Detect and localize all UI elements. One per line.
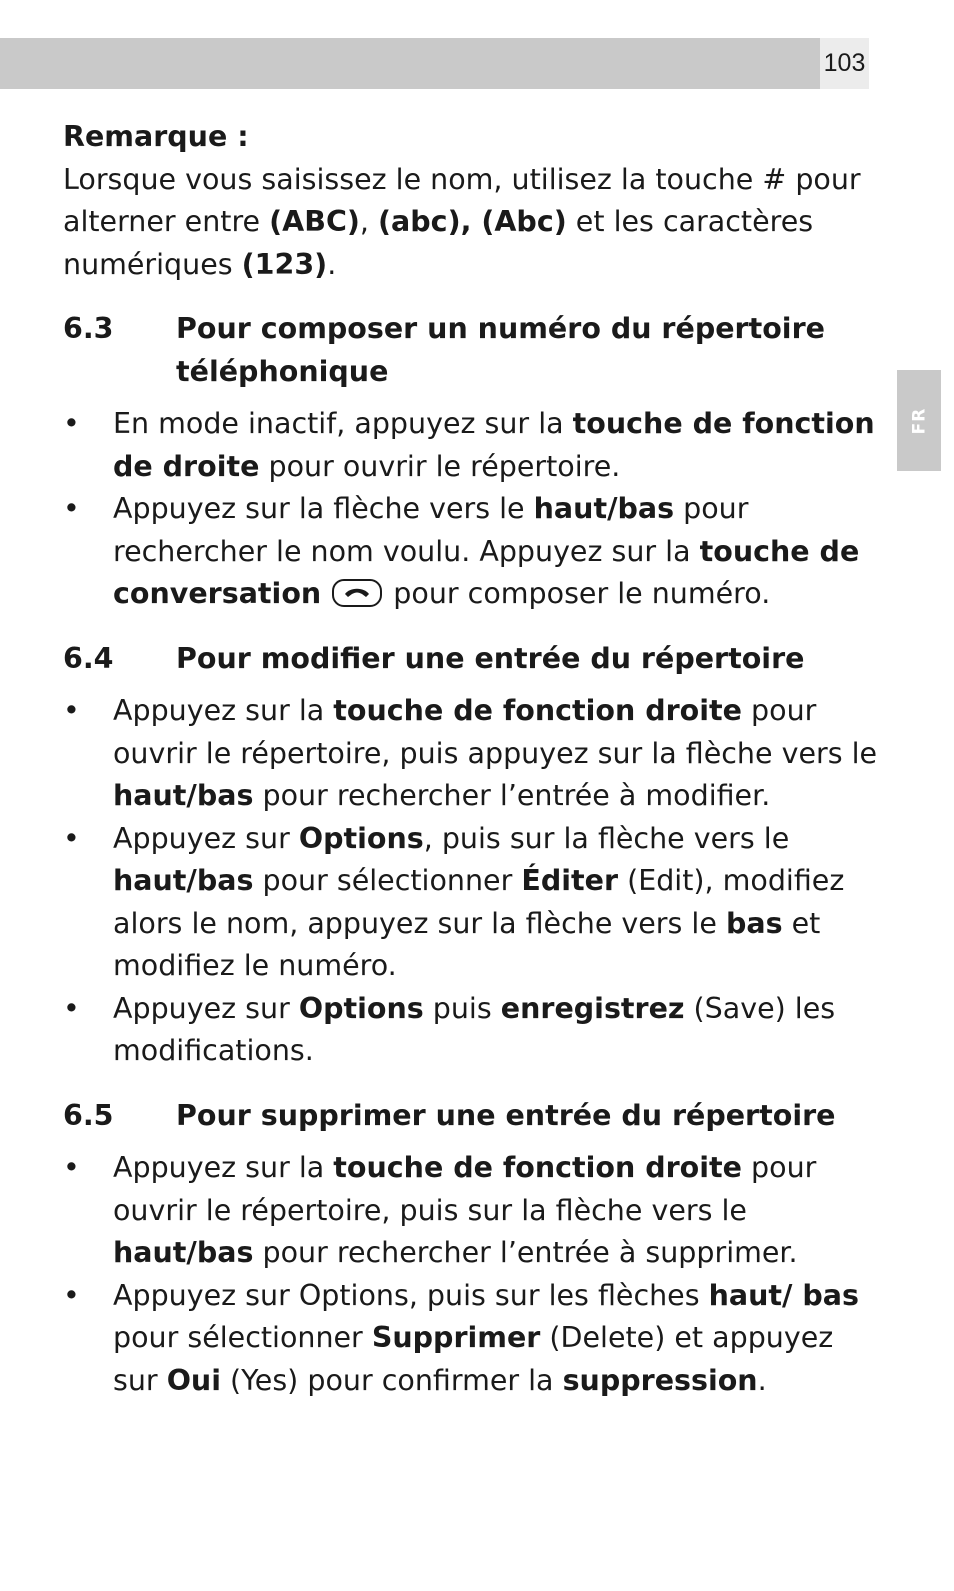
list-item: • En mode inactif, appuyez sur la touche de fonction de droite pour ouvrir le répertoire. bbox=[63, 407, 875, 483]
section-6-4-list bbox=[63, 690, 883, 1073]
header-bar bbox=[0, 38, 820, 89]
list-item: • Appuyez sur Options puis enregistrez (Save) les modifications. bbox=[63, 991, 836, 1067]
phone-handset-icon bbox=[332, 579, 382, 607]
language-tab-label: FR bbox=[908, 407, 929, 434]
page-content bbox=[63, 116, 883, 1402]
list-item: • Appuyez sur Options, puis sur les flèches haut/ bas pour sélectionner Supprimer (Delete) et appuyez sur Oui (Yes) pour confirmer la suppression. bbox=[63, 1278, 859, 1397]
section-6-3-list bbox=[63, 403, 883, 616]
page-number-text: 103 bbox=[823, 49, 866, 77]
list-item: • Appuyez sur la touche de fonction droite pour ouvrir le répertoire, puis sur la flèche vers le haut/bas pour rechercher l’entrée à supprimer. bbox=[63, 1151, 817, 1269]
section-6-5-list bbox=[63, 1147, 883, 1402]
remark-title: Remarque : bbox=[63, 120, 249, 153]
list-item: • Appuyez sur la flèche vers le haut/bas pour rechercher le nom voulu. Appuyez sur la touche de conversation pour composer le numéro. bbox=[63, 492, 860, 610]
list-item: • Appuyez sur la touche de fonction droite pour ouvrir le répertoire, puis appuyez sur la flèche vers le haut/bas pour rechercher l’entrée à modifier. bbox=[63, 694, 878, 812]
section-heading-6-3: 6.3 Pour composer un numéro du répertoire téléphonique bbox=[63, 312, 825, 388]
section-heading-6-5: 6.5 Pour supprimer une entrée du répertoire bbox=[63, 1098, 836, 1132]
page-number bbox=[820, 38, 869, 89]
list-item: • Appuyez sur Options, puis sur la flèche vers le haut/bas pour sélectionner Éditer (Edit), modifiez alors le nom, appuyez sur la flèche vers le bas et modifiez le numéro. bbox=[63, 821, 845, 982]
section-heading-6-4: 6.4 Pour modifier une entrée du répertoire bbox=[63, 641, 805, 675]
remark-text: Lorsque vous saisissez le nom, utilisez la touche # pour alterner entre (ABC), (abc), (Abc) et les caractères numériques (123). bbox=[63, 162, 861, 281]
language-tab bbox=[897, 370, 941, 471]
